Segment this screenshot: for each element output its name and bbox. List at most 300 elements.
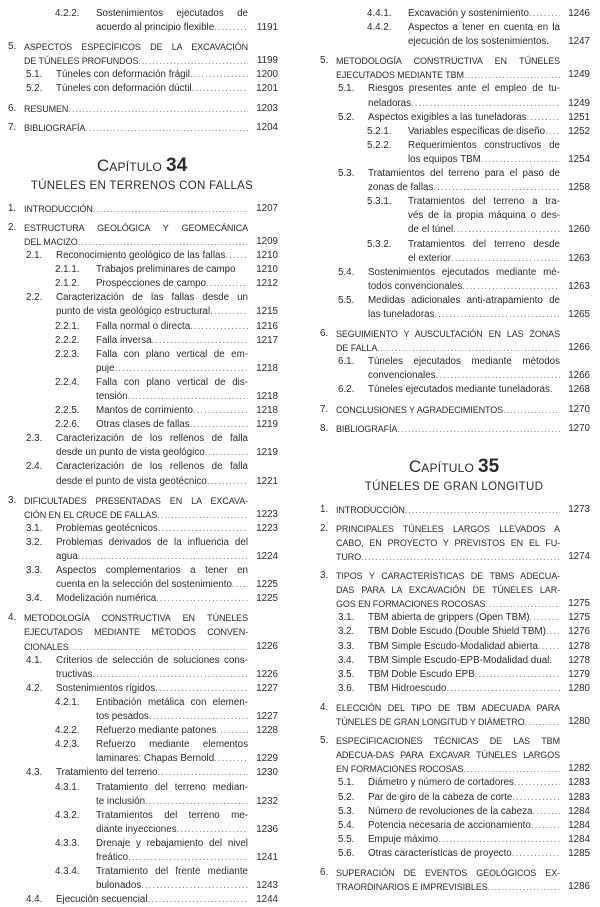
toc-entry-line: Sostenimientos ejecutados mediante mé- (368, 266, 560, 278)
toc-entry[interactable] (318, 294, 590, 322)
toc-page-number: 1209 (256, 235, 278, 247)
dot-leader (158, 522, 248, 536)
toc-entry[interactable] (318, 833, 590, 847)
toc-entry[interactable] (318, 734, 590, 776)
toc-entry[interactable] (6, 781, 278, 809)
toc-entry-text: Otras clases de fallas (96, 419, 190, 431)
dot-leader (446, 682, 560, 696)
toc-entry[interactable] (318, 847, 590, 861)
chapter-label-row (318, 456, 590, 478)
toc-entry[interactable] (318, 195, 590, 237)
toc-entry-title (24, 40, 248, 68)
toc-entry[interactable] (318, 668, 590, 682)
toc-entry-title (96, 809, 248, 837)
toc-entry-text: RESUMEN (24, 103, 69, 114)
toc-page-number: 1285 (568, 847, 590, 859)
toc-entry-text: Túneles ejecutados mediante tuneladoras. (368, 384, 553, 396)
toc-entry-number: 5.2.2. (367, 139, 392, 151)
toc-entry-line (408, 35, 560, 49)
toc-entry[interactable] (318, 383, 590, 397)
toc-entry-text: Túneles con deformación frágil (56, 69, 190, 81)
toc-entry[interactable] (318, 327, 590, 355)
dot-leader (128, 390, 248, 404)
toc-entry-line: DIFICULTADES PRESENTADAS EN LA EXCAVA- (24, 495, 248, 506)
dot-leader (438, 833, 560, 847)
toc-page-number: 1215 (256, 306, 278, 318)
toc-entry[interactable] (6, 40, 278, 68)
toc-entry-line (24, 640, 248, 654)
toc-entry-title (336, 734, 560, 776)
toc-page-number: 1260 (568, 224, 590, 236)
toc-entry[interactable] (6, 893, 278, 907)
toc-entry-line (336, 597, 560, 611)
toc-entry-title (96, 865, 248, 893)
toc-entry[interactable] (318, 355, 590, 383)
toc-entry-number: 4.2.3. (55, 739, 80, 751)
toc-entry-line (56, 522, 248, 536)
toc-entry-title (408, 195, 560, 237)
dot-leader (475, 668, 560, 682)
toc-entry-line: Riesgos presentes ante el empleo de tu- (368, 83, 560, 95)
toc-entry-text: INTRODUCCIÓN (336, 504, 405, 515)
toc-entry-text: todos convencionales (368, 280, 463, 292)
toc-entry-line (56, 578, 248, 592)
toc-entry-line (336, 503, 560, 517)
toc-entry-line (96, 851, 248, 865)
toc-entry[interactable] (318, 701, 590, 729)
toc-entry-number: 5. (8, 41, 17, 53)
toc-page-number: 1270 (568, 422, 590, 434)
toc-entry-line: Tratamientos del terreno a tra- (408, 196, 560, 208)
toc-entry-number: 7. (8, 121, 17, 133)
toc-entry[interactable] (6, 249, 278, 263)
toc-entry-title (408, 238, 560, 266)
toc-entry-number: 5. (320, 735, 329, 747)
toc-entry-text: Aspectos exigibles a las tuneladoras (368, 111, 527, 123)
toc-entry-line (96, 390, 248, 404)
dot-leader (525, 715, 560, 729)
toc-entry[interactable] (6, 682, 278, 696)
toc-entry-title (96, 376, 248, 404)
toc-entry[interactable] (6, 277, 278, 291)
toc-entry[interactable] (318, 625, 590, 639)
toc-entry-title (368, 266, 560, 294)
dot-leader (141, 879, 248, 893)
toc-entry-line: ESTRUCTURA GEOLÓGICA Y GEOMECÁNICA (24, 222, 248, 233)
toc-entry[interactable] (6, 494, 278, 522)
toc-entry-line: ELECCIÓN DEL TIPO DE TBM ADECUADA PARA (336, 702, 560, 713)
toc-page-number: 1249 (568, 97, 590, 109)
toc-page-number: 1207 (256, 202, 278, 214)
toc-entry[interactable] (318, 819, 590, 833)
toc-entry-line: SUPERACIÓN DE EVENTOS GEOLÓGICOS EX- (336, 867, 560, 878)
toc-entry-line: Medidas adicionales anti-atrapamiento de (368, 294, 560, 306)
toc-entry[interactable] (6, 82, 278, 96)
toc-entry[interactable] (6, 102, 278, 116)
toc-entry[interactable] (6, 7, 278, 35)
toc-entry-line: METODOLOGÍA CONSTRUCTIVA EN TÚNELES (336, 56, 560, 67)
toc-page-number: 1254 (568, 153, 590, 165)
toc-entry[interactable] (318, 654, 590, 668)
toc-entry-text: TURO (336, 552, 362, 562)
toc-page-number: 1273 (568, 503, 590, 515)
toc-entry-title (56, 82, 248, 96)
dot-leader (538, 640, 560, 654)
toc-entry-text: Excavación y sostenimiento (408, 8, 529, 19)
toc-entry-number: 3.5. (338, 668, 355, 680)
toc-entry-title (368, 791, 560, 805)
toc-entry-number: 6.1. (338, 356, 355, 368)
toc-entry-title (56, 249, 248, 263)
toc-entry-line: Requerimientos constructivos de (408, 139, 560, 151)
toc-entry-number: 4.1. (26, 654, 43, 666)
toc-entry-line (408, 153, 560, 167)
toc-entry-title (24, 121, 248, 135)
toc-page-number: 1284 (568, 805, 590, 817)
toc-entry-title (56, 592, 248, 606)
toc-entry-number: 3.1. (26, 522, 43, 534)
toc-entry[interactable] (318, 422, 590, 436)
toc-entry-number: 2.2.6. (55, 419, 80, 431)
toc-entry[interactable] (6, 460, 278, 488)
toc-entry-line (56, 475, 248, 489)
toc-entry-line: Sostenimientos ejecutados de (96, 8, 248, 19)
toc-column-left (6, 7, 278, 907)
toc-entry[interactable] (6, 202, 278, 216)
toc-entry-title (24, 202, 248, 216)
toc-entry-line (336, 341, 560, 355)
toc-entry[interactable] (6, 592, 278, 606)
toc-entry[interactable] (318, 54, 590, 82)
dot-leader (453, 223, 560, 237)
toc-entry-line: Tratamiento del frente mediante (96, 866, 248, 878)
toc-entry-title (368, 819, 560, 833)
toc-entry-title (56, 522, 248, 536)
toc-entry-line: EJECUTADOS MEDIANTE MÉTODOS CONVEN- (24, 627, 248, 638)
toc-entry[interactable] (318, 640, 590, 654)
toc-entry[interactable] (318, 866, 590, 894)
toc-entry-text: GOS EN FORMACIONES ROCOSAS (336, 599, 486, 610)
toc-entry-title (368, 167, 560, 195)
toc-entry-title (96, 418, 248, 432)
toc-entry-title (56, 682, 248, 696)
toc-entry[interactable] (6, 564, 278, 592)
toc-entry-text: BIBLIOGRAFÍA (24, 122, 86, 133)
chapter-label: Capítulo (96, 155, 163, 175)
toc-entry[interactable] (318, 238, 590, 266)
toc-page-number: 1227 (256, 711, 278, 723)
toc-page-number: 1218 (256, 390, 278, 402)
toc-entry[interactable] (318, 776, 590, 790)
toc-entry-text: BIBLIOGRAFÍA (336, 423, 398, 434)
toc-entry-line (368, 791, 560, 805)
toc-entry-line (56, 249, 248, 263)
toc-entry-title (368, 682, 560, 696)
toc-entry[interactable] (6, 522, 278, 536)
toc-entry-line (368, 111, 560, 125)
toc-entry-text: CONCLUSIONES Y AGRADECIMIENTOS (336, 404, 504, 415)
toc-entry-title (24, 494, 248, 522)
toc-entry-title (336, 701, 560, 729)
dot-leader (205, 446, 248, 460)
toc-entry-line: DAS PARA LA EXCAVACIÓN DE TÚNELES LAR- (336, 585, 560, 596)
toc-entry-line: Criterios de selección de soluciones cons- (56, 654, 248, 666)
toc-entry-text: Variables específicas de diseño (408, 125, 546, 137)
toc-entry[interactable] (318, 167, 590, 195)
toc-entry[interactable] (6, 291, 278, 319)
chapter-label-row (6, 155, 278, 177)
toc-entry-text: Potencia necesaria de accionamiento (368, 819, 531, 831)
toc-entry-line: PRINCIPALES TÚNELES LARGOS LLEVADOS A (336, 523, 560, 534)
toc-entry-title (96, 334, 248, 348)
toc-page-number: 1263 (568, 280, 590, 292)
dot-leader (436, 369, 560, 383)
dot-leader (411, 97, 560, 111)
toc-entry-title (56, 893, 248, 907)
toc-entry-text: Diámetro y número de cortadores (368, 777, 514, 789)
toc-entry-title (336, 866, 560, 894)
toc-entry-line (56, 68, 248, 82)
toc-entry-title (56, 654, 248, 682)
toc-entry[interactable] (318, 111, 590, 125)
toc-entry-title (368, 294, 560, 322)
toc-page-number: 1226 (256, 668, 278, 680)
toc-entry-number: 6.2. (338, 384, 355, 396)
toc-entry-line: Túneles ejecutados mediante métodos (368, 356, 560, 368)
toc-entry[interactable] (6, 738, 278, 766)
toc-page-number: 1204 (256, 121, 278, 133)
toc-entry-number: 5.1. (26, 69, 43, 81)
toc-entry[interactable] (6, 221, 278, 249)
toc-entry-text: Ejecución secuencial (56, 894, 148, 906)
dot-leader (485, 597, 560, 611)
toc-page-number: 1219 (256, 447, 278, 459)
toc-entry-text: TBM Simple Escudo-Modalidad abierta (368, 640, 538, 652)
toc-entry-number: 4.2.2. (55, 8, 80, 19)
toc-entry-text: CIÓN EN EL CRUCE DE FALLAS (24, 509, 158, 520)
toc-entry[interactable] (6, 654, 278, 682)
dot-leader (434, 308, 560, 322)
toc-entry[interactable] (318, 791, 590, 805)
toc-entry-line (24, 54, 248, 68)
toc-entry-line (96, 724, 248, 738)
toc-entry-number: 5.2.1. (367, 125, 392, 137)
toc-entry-line: Tratamientos del terreno me- (96, 809, 248, 821)
toc-entry[interactable] (6, 418, 278, 432)
toc-entry-number: 4.4.2. (367, 22, 392, 34)
toc-entry-line (408, 252, 560, 266)
dot-leader (78, 235, 248, 249)
toc-entry[interactable] (6, 865, 278, 893)
dot-leader (481, 153, 560, 167)
toc-entry-number: 5.6. (338, 847, 355, 859)
toc-entry-number: 5.3.1. (367, 196, 392, 208)
toc-entry[interactable] (6, 432, 278, 460)
toc-entry-line: TIPOS Y CARACTERÍSTICAS DE TBMS ADECUA- (336, 571, 560, 582)
dot-leader (192, 82, 248, 96)
toc-entry-title (96, 696, 248, 724)
toc-entry-number: 2.1.2. (55, 278, 80, 290)
toc-entry-text: zonas de fallas (368, 182, 434, 194)
toc-entry-line: SEGUIMIENTO Y AUSCULTACIÓN EN LAS ZONAS (336, 329, 560, 340)
toc-entry[interactable] (6, 809, 278, 837)
toc-page-number: 1252 (568, 125, 590, 137)
toc-entry[interactable] (318, 7, 590, 21)
toc-entry-text: DE TÚNELES PROFUNDOS (24, 56, 139, 67)
toc-entry[interactable] (318, 805, 590, 819)
toc-entry-line: Tratamientos del terreno desde (408, 238, 560, 250)
toc-entry[interactable] (6, 334, 278, 348)
toc-entry-line (24, 121, 248, 135)
toc-entry-line (96, 710, 248, 724)
dot-leader (145, 795, 248, 809)
toc-entry-text: diante inyecciones (96, 823, 177, 835)
toc-entry[interactable] (318, 403, 590, 417)
toc-entry-text: Reconocimiento geológico de las fallas (56, 250, 226, 262)
toc-entry-line (24, 508, 248, 522)
toc-entry-title (408, 139, 560, 167)
toc-entry-line (368, 280, 560, 294)
toc-page-number: 1270 (568, 403, 590, 415)
toc-entry-title (336, 54, 560, 82)
toc-entry[interactable] (6, 121, 278, 135)
toc-page-number: 1199 (256, 55, 278, 67)
toc-entry-number: 3.1. (338, 612, 355, 624)
toc-entry-line (368, 308, 560, 322)
toc-entry-line (336, 422, 560, 436)
dot-leader (462, 280, 560, 294)
toc-entry-number: 2. (320, 522, 329, 534)
toc-entry-title (408, 125, 560, 139)
toc-entry-text: el exterior (408, 252, 452, 264)
toc-entry-text: las tuneladoras (368, 308, 435, 320)
toc-entry-text: Falla inversa (96, 334, 152, 346)
toc-entry[interactable] (6, 404, 278, 418)
toc-entry[interactable] (6, 376, 278, 404)
toc-entry-line (368, 97, 560, 111)
toc-entry[interactable] (6, 536, 278, 564)
toc-entry[interactable] (6, 766, 278, 780)
toc-entry-title (368, 654, 560, 668)
toc-entry[interactable] (318, 522, 590, 564)
toc-page-number: 1218 (256, 405, 278, 417)
toc-entry-number: 5.3.2. (367, 238, 392, 250)
toc-entry-title (96, 348, 248, 376)
toc-entry-line (56, 550, 248, 564)
toc-entry-line (24, 102, 248, 116)
toc-page-number: 1282 (568, 763, 590, 775)
toc-entry-line (96, 334, 248, 348)
toc-page-number: 1203 (256, 102, 278, 114)
toc-entry-number: 2.2.2. (55, 334, 80, 346)
dot-leader (433, 181, 560, 195)
toc-entry[interactable] (6, 348, 278, 376)
toc-entry-line: vés de la propia máquina o des- (408, 210, 560, 222)
toc-entry-number: 5.3. (338, 168, 355, 180)
toc-entry[interactable] (6, 68, 278, 82)
dot-leader (92, 668, 248, 682)
toc-entry[interactable] (318, 21, 590, 49)
toc-entry-title (56, 68, 248, 82)
toc-entry-number: 5.3. (338, 805, 355, 817)
toc-entry[interactable] (318, 266, 590, 294)
toc-entry-text: de el túnel (408, 224, 454, 236)
toc-entry[interactable] (6, 263, 278, 277)
toc-entry[interactable] (318, 503, 590, 517)
toc-entry-text: convencionales (368, 370, 436, 382)
toc-entry-title (368, 82, 560, 110)
toc-entry-line: Refuerzo mediante elementos (96, 739, 248, 751)
toc-entry-line (96, 404, 248, 418)
toc-entry[interactable] (6, 611, 278, 653)
toc-entry[interactable] (318, 125, 590, 139)
toc-entry-title (368, 611, 560, 625)
toc-entry-number: 3.4. (26, 593, 43, 605)
toc-page-number: 1216 (256, 320, 278, 332)
toc-entry-line (96, 795, 248, 809)
toc-entry-title (336, 327, 560, 355)
toc-entry-line: Falla con plano vertical de em- (96, 348, 248, 360)
toc-entry-text: Sostenimientos rígidos (56, 682, 156, 694)
toc-entry-text: CIONALES (24, 641, 69, 652)
toc-entry[interactable] (318, 611, 590, 625)
toc-entry-text: Túneles con deformación dúctil (56, 83, 192, 95)
toc-page-number: 1201 (256, 83, 278, 95)
toc-entry-text: TBM Simple Escudo-EPB-Modalidad dual. (368, 654, 553, 666)
dot-leader (214, 21, 248, 35)
toc-entry-number: 4.2. (26, 682, 43, 694)
toc-entry-line (96, 362, 248, 376)
toc-entry-number: 3. (320, 570, 329, 582)
toc-page-number: 1221 (256, 475, 278, 487)
toc-entry[interactable] (6, 696, 278, 724)
toc-entry-line (336, 715, 560, 729)
toc-entry-title (408, 7, 560, 21)
dot-leader (531, 819, 560, 833)
toc-entry[interactable] (6, 724, 278, 738)
toc-entry[interactable] (318, 682, 590, 696)
toc-entry-line (56, 893, 248, 907)
dot-leader (532, 805, 560, 819)
toc-entry[interactable] (318, 569, 590, 611)
toc-page-number: 1284 (568, 819, 590, 831)
toc-entry[interactable] (6, 320, 278, 334)
toc-entry-line: Drenaje y rebajamiento del nivel (96, 837, 248, 849)
toc-entry-line (336, 68, 560, 82)
toc-entry-title (368, 383, 560, 397)
toc-entry-line (96, 277, 248, 291)
toc-entry[interactable] (318, 82, 590, 110)
toc-entry[interactable] (318, 139, 590, 167)
toc-entry-number: 6. (320, 866, 329, 878)
toc-entry-line: Caracterización de los rellenos de falla (56, 433, 248, 445)
toc-entry-text: puje (96, 362, 115, 374)
toc-page-number: 1191 (256, 22, 278, 34)
dot-leader (115, 362, 248, 376)
toc-entry-line (368, 819, 560, 833)
toc-entry-line: Caracterización de los rellenos de falla (56, 461, 248, 473)
toc-entry-line: CABO, EN PROYECTO Y PREVISTOS EN EL FU- (336, 537, 560, 548)
toc-entry-line (56, 668, 248, 682)
toc-entry-number: 4.2.1. (55, 696, 80, 708)
toc-page-number: 1232 (256, 795, 278, 807)
toc-entry-number: 8. (320, 422, 329, 434)
dot-leader (529, 7, 560, 21)
toc-entry-text: punto de vista geológico estructural (56, 306, 211, 318)
toc-entry-number: 4.3.3. (55, 837, 80, 849)
dot-leader (451, 252, 560, 266)
toc-entry-line (368, 640, 560, 654)
